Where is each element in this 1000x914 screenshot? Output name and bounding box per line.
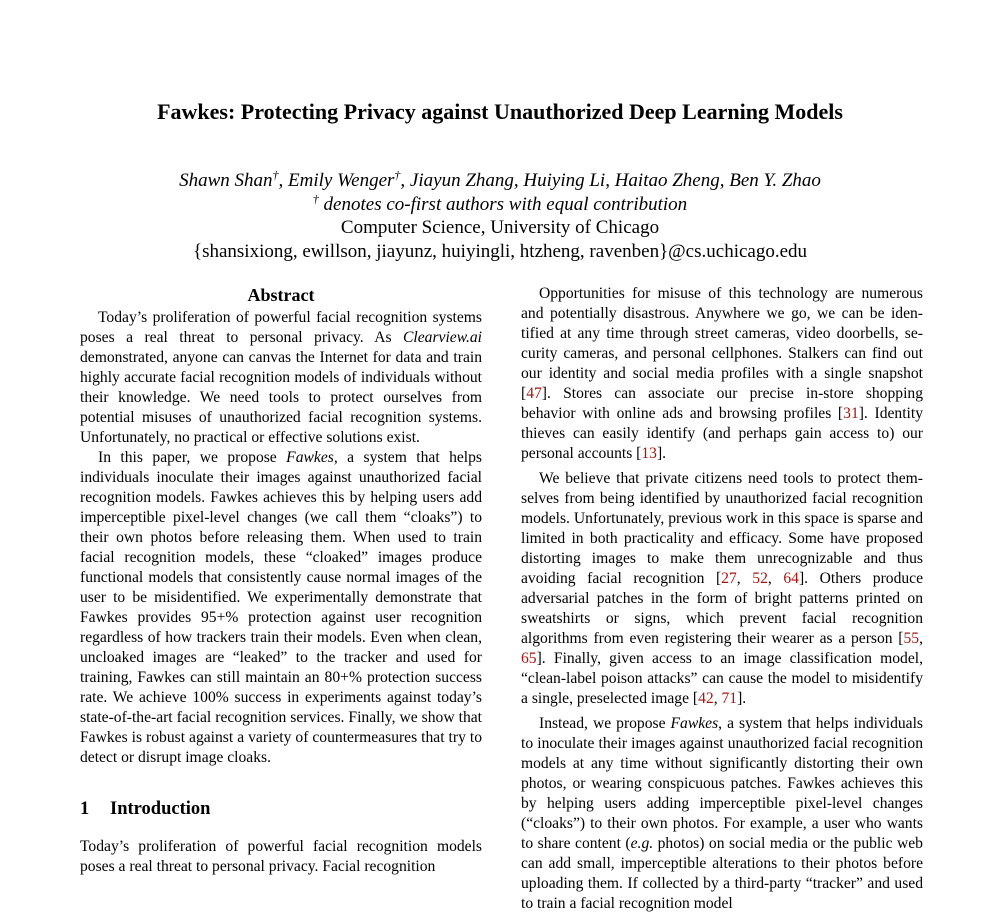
citation-link[interactable]: 64 [783, 570, 799, 587]
author-mark: † [394, 168, 401, 182]
citation-link[interactable]: 47 [526, 385, 542, 402]
author-name: Ben Y. Zhao [729, 170, 821, 191]
introduction-paragraph-3: We believe that private citizens need tools to protect themselves from being identified by unauthorized facial recognition models. Unfortunately, previous work in this space is sparse and limited in both practicality and efficacy. Some have proposed distorting images to make them unrecognizable and thus avoiding facial recognition [27, 52, 64]. Others produce adversarial patches in the form of bright patterns printed on sweatshirts or signs, which prevent facial recognition algorithms from even registering their wearer as a person [55, 65]. Finally, given access to an image classification model, “clean-label poison attacks” can cause the model to misidentify a single, preselected image [42, 71]. [521, 470, 924, 707]
author-mark: † [272, 168, 279, 182]
emphasis-text: Clearview.ai [403, 329, 482, 346]
citation-link[interactable]: 31 [843, 405, 859, 422]
right-column [521, 284, 923, 914]
author-name: Haitao Zheng [614, 170, 720, 191]
citation-link[interactable]: 52 [752, 570, 768, 587]
author-name: Emily Wenger [288, 170, 395, 191]
section-number: 1 [80, 799, 90, 819]
abstract-heading: Abstract [247, 285, 315, 305]
introduction-paragraph-4: Instead, we propose Fawkes, a system that helps individuals to inoculate their images against unauthorized facial recognition models at any time without significantly distorting their own photos, or wearing conspicuous patches. Fawkes achieves this by helping users adding imperceptible pixel-level changes (“cloaks”) to their own photos. For example, a user who wants to share content (e.g. photos) on social media or the public web can add small, imperceptible alterations to their photos before uploading them. If collected by a third-party “tracker” and used to train a facial recognition model [521, 715, 923, 912]
author-list: Shawn Shan†, Emily Wenger†, Jiayun Zhang, Huiying Li, Haitao Zheng, Ben Y. Zhao [179, 168, 821, 191]
note-text: denotes co-first authors with equal contribution [323, 193, 688, 215]
citation-link[interactable]: 42 [698, 690, 714, 707]
citation-link[interactable]: 27 [721, 570, 737, 587]
emphasis-text: e.g. [630, 835, 654, 852]
author-emails: {shansixiong, ewillson, jiayunz, huiyingli, htzheng, ravenben}@cs.uchicago.edu [192, 240, 808, 262]
citation-link[interactable]: 13 [641, 445, 657, 462]
abstract-paragraph-1: Today’s proliferation of powerful facial recognition systems poses a real threat to personal privacy. As Clearview.ai demonstrated, anyone can canvas the Internet for data and train highly accurate facial recognition models of individuals without their knowledge. We need tools to protect ourselves from potential misuses of unauthorized facial recognition systems. Unfortunately, no practical or effective solutions exist. [80, 309, 482, 446]
emphasis-text: Fawkes [286, 449, 334, 466]
emphasis-text: Fawkes [670, 715, 719, 732]
author-name: Shawn Shan [179, 170, 273, 191]
citation-link[interactable]: 71 [721, 690, 738, 707]
citation-link[interactable]: 65 [521, 650, 537, 667]
co-first-note [0, 193, 1000, 217]
citation-link[interactable]: 55 [903, 630, 920, 647]
author-name: Huiying Li [523, 170, 606, 191]
affiliation: Computer Science, University of Chicago [340, 217, 660, 238]
abstract-paragraph-2: In this paper, we propose Fawkes, a system that helps individuals inoculate their images against unauthorized facial recognition models. Fawkes achieves this by helping users add imperceptible pixel-level changes (we call them “cloaks”) to their own photos before releasing them. When used to train facial recognition models, these “cloaked” images produce functional models that consistently cause normal images of the user to be misidentified. We experimentally demonstrate that Fawkes provides 95+% protection against user recognition regardless of how trackers train their models. Even when clean, uncloaked images are “leaked” to the tracker and used for training, Fawkes can still maintain an 80+% protection success rate. We achieve 100% success in experiments against today’s state-of-the-art facial recognition services. Finally, we show that Fawkes is robust against a variety of countermeasures that try to detect or disrupt image cloaks. [80, 449, 483, 766]
author-name: Jiayun Zhang [409, 170, 514, 191]
author-block [0, 169, 1000, 263]
paper-title: Fawkes: Protecting Privacy against Unauthorized Deep Learning Models [157, 99, 843, 124]
introduction-paragraph-1: Today’s proliferation of powerful facial recognition models poses a real threat to personal privacy. Facial recognition [80, 838, 482, 875]
left-column [80, 284, 482, 877]
introduction-paragraph-2: Opportunities for misuse of this technology are numerous and potentially disastrous. Anywhere we go, we can be identified at any time through street cameras, video doorbells, security cameras, and personal cellphones. Stalkers can find out our identity and social media profiles with a single snapshot [47]. Stores can associate our precise in-store shopping behavior with online ads and browsing profiles [31]. Identity thieves can easily identify (and perhaps gain access to) our personal accounts [13]. [521, 285, 923, 462]
introduction-heading [80, 798, 482, 820]
note-mark: † [312, 191, 319, 206]
section-title: Introduction [110, 799, 211, 819]
